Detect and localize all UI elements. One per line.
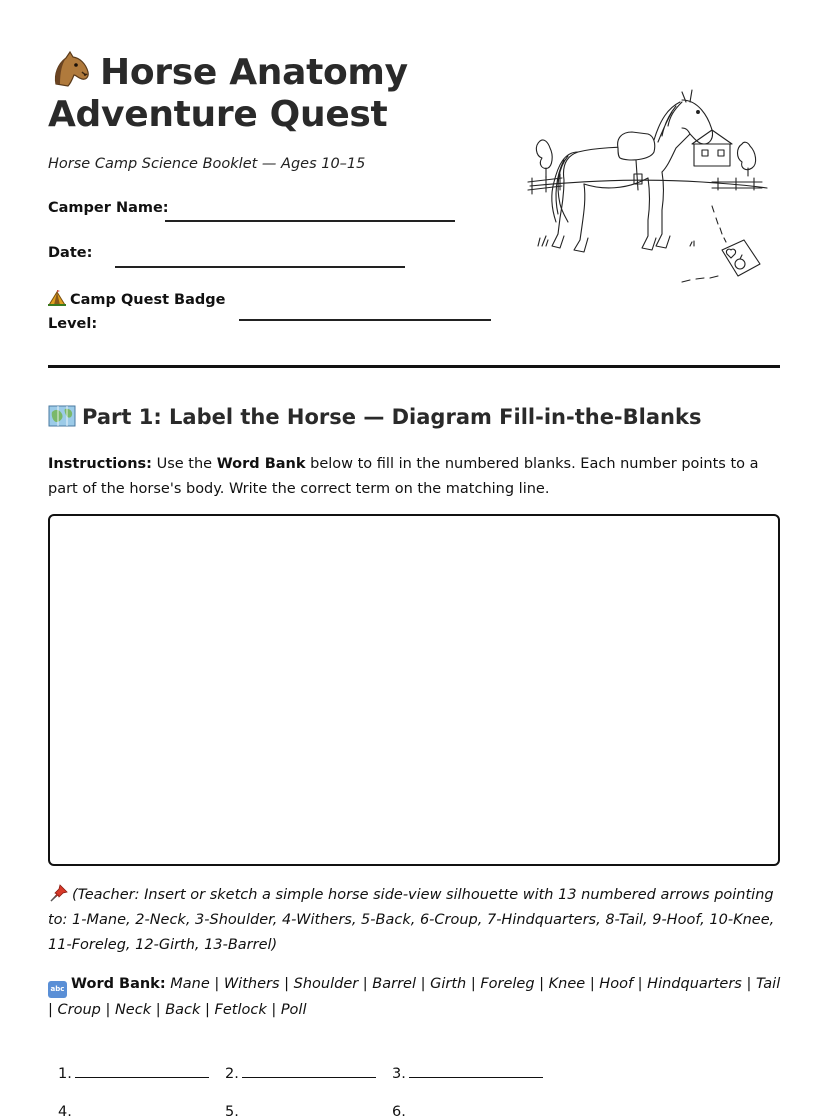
- answer-blank-5[interactable]: [225, 1104, 239, 1118]
- answer-blank-2[interactable]: [225, 1066, 376, 1082]
- page-title: [48, 50, 408, 136]
- abc-icon: abc: [48, 981, 67, 998]
- answer-blank-1[interactable]: [58, 1066, 209, 1082]
- blank-number: 2.: [225, 1066, 239, 1082]
- section-title-text: Part 1: Label the Horse — Diagram Fill-in-the-Blanks: [82, 405, 702, 429]
- camping-tent-icon: [48, 290, 66, 306]
- answer-blank-3[interactable]: [392, 1066, 543, 1082]
- date-field[interactable]: [115, 266, 405, 268]
- date-label: Date:: [48, 245, 93, 261]
- word-bank-label: Word Bank:: [71, 976, 166, 992]
- camper-name-field[interactable]: [165, 220, 455, 222]
- horse-face-icon: [48, 50, 92, 88]
- camper-name-label: Camper Name:: [48, 200, 169, 216]
- blank-number: 1.: [58, 1066, 72, 1082]
- word-bank: [48, 972, 783, 1023]
- answer-blank-6[interactable]: [392, 1104, 406, 1118]
- badge-level-label: [48, 288, 226, 336]
- blank-line[interactable]: [242, 1066, 376, 1078]
- instructions-text: below to fill in the numbered blanks. Each number points to a part of the horse's body. Write the correct term on the matching line.: [48, 456, 759, 497]
- blank-number: 5.: [225, 1104, 239, 1118]
- blank-line[interactable]: [75, 1066, 209, 1078]
- title-line-1: Horse Anatomy: [100, 52, 408, 93]
- section-divider: [48, 365, 780, 368]
- horse-with-saddle-farm-scene-illustration: [522, 86, 772, 296]
- instructions-pre: Use the: [151, 456, 217, 472]
- blank-number: 4.: [58, 1104, 72, 1118]
- badge-label-line-2: Level:: [48, 316, 98, 332]
- word-bank-words: Mane | Withers | Shoulder | Barrel | Girth | Foreleg | Knee | Hoof | Hindquarters | Tail | Croup | Neck | Back | Fetlock | Poll: [48, 976, 781, 1018]
- section-title-part-1: [48, 404, 701, 429]
- answer-blank-4[interactable]: [58, 1104, 72, 1118]
- instructions: [48, 452, 783, 502]
- blank-number: 6.: [392, 1104, 406, 1118]
- pushpin-icon: [48, 884, 68, 902]
- subtitle: Horse Camp Science Booklet — Ages 10–15: [48, 156, 366, 172]
- teacher-note-text: (Teacher: Insert or sketch a simple horse side-view silhouette with 13 numbered arrows pointing to: 1-Mane, 2-Neck, 3-Shoulder, 4-Withers, 5-Back, 6-Croup, 7-Hindquarters, 8-Tail, 9-Hoof, 10-Knee, 11-Foreleg, 12-Girth, 13-Barrel): [48, 887, 775, 953]
- diagram-placeholder-box: [48, 514, 780, 866]
- teacher-note: [48, 883, 783, 958]
- title-line-2: Adventure Quest: [48, 94, 388, 135]
- badge-level-field[interactable]: [239, 319, 491, 321]
- map-icon: [48, 404, 76, 428]
- instructions-label: Instructions:: [48, 456, 152, 472]
- badge-label-line-1: Camp Quest Badge: [70, 292, 226, 308]
- instructions-word-bank-ref: Word Bank: [216, 456, 306, 472]
- blank-line[interactable]: [409, 1066, 543, 1078]
- blank-number: 3.: [392, 1066, 406, 1082]
